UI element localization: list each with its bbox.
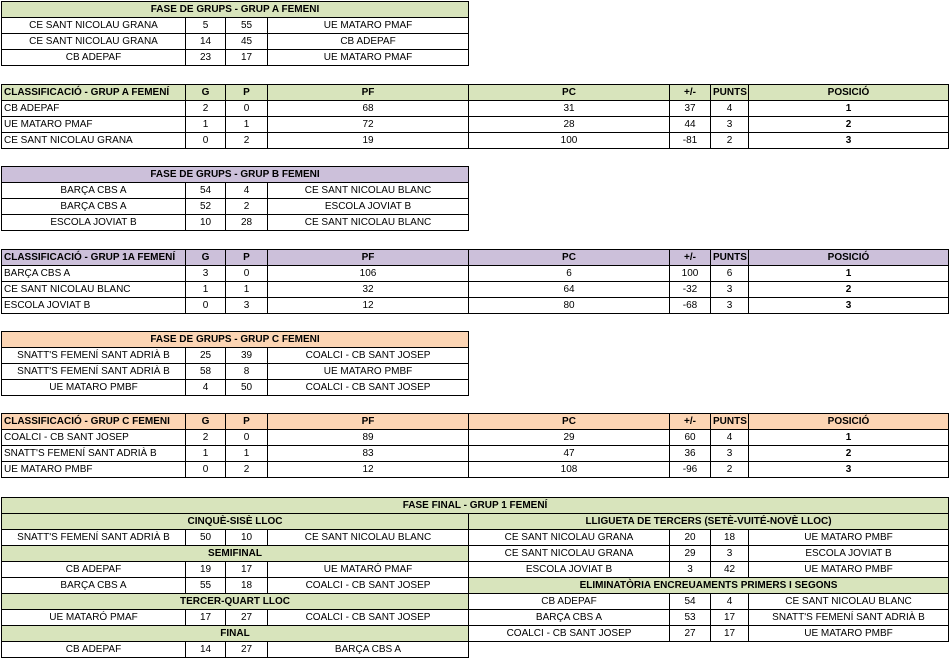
table-cell: 27 [670,626,711,642]
table-row [2,462,949,478]
table-cell: 54 [670,594,711,610]
table-cell: CB ADEPAF [2,562,186,578]
table-cell: 1 [749,101,949,117]
table-cell: 6 [711,266,749,282]
table-cell: 23 [186,50,226,66]
table-cell: -96 [670,462,711,478]
table-cell: ESCOLA JOVIAT B [2,215,186,231]
table-cell: 28 [469,117,670,133]
table-cell: 6 [469,266,670,282]
final-phase-title: FASE FINAL - GRUP 1 FEMENÍ [2,498,949,514]
table-cell: 17 [226,50,268,66]
table-cell: 28 [226,215,268,231]
group-b-title: FASE DE GRUPS - GRUP B FEMENI [2,167,469,183]
table-cell: -68 [670,298,711,314]
table-row [2,282,949,298]
table-cell: 2 [749,117,949,133]
table-cell: 3 [711,298,749,314]
group-c-matches-table [1,331,469,396]
table-cell: 27 [226,610,268,626]
table-cell: PF [268,250,469,266]
table-cell: 1 [226,446,268,462]
table-cell: BARÇA CBS A [2,183,186,199]
table-cell: 25 [186,348,226,364]
table-cell: 4 [186,380,226,396]
table-cell: 36 [670,446,711,462]
table-row [2,594,949,610]
table-cell: 3 [749,462,949,478]
table-cell: 3 [749,298,949,314]
table-cell: 2 [749,446,949,462]
table-cell: UE MATARÓ PMAF [2,610,186,626]
table-cell: G [186,414,226,430]
table-cell: CE SANT NICOLAU BLANC [2,282,186,298]
table-cell: 1 [186,117,226,133]
classification-c-table [1,413,949,478]
table-cell: 14 [186,642,226,658]
table-cell: 39 [226,348,268,364]
table-cell: CE SANT NICOLAU BLANC [749,594,949,610]
table-row [2,215,469,231]
table-cell: 55 [186,578,226,594]
table-cell: 19 [268,133,469,149]
table-cell: SNATT'S FEMENÍ SANT ADRIÀ B [2,348,186,364]
table-cell: 68 [268,101,469,117]
table-cell: 3 [711,117,749,133]
table-cell: P [226,250,268,266]
table-cell: 64 [469,282,670,298]
table-cell: UE MATARÓ PMAF [268,562,469,578]
table-cell: 32 [268,282,469,298]
table-cell: 3 [711,546,749,562]
table-cell: 31 [469,101,670,117]
table-row [2,380,469,396]
table-cell: 3 [670,562,711,578]
table-row [2,101,949,117]
lligueta-title: LLIGUETA DE TERCERS (SETÈ-VUITÉ-NOVÈ LLOC) [469,514,949,530]
table-cell: 1 [226,282,268,298]
table-cell: 54 [186,183,226,199]
table-cell: 4 [711,430,749,446]
table-cell: 2 [711,462,749,478]
table-cell: PUNTS [711,250,749,266]
table-cell: 1 [749,266,949,282]
table-cell: SNATT'S FEMENÍ SANT ADRIÀ B [2,530,186,546]
table-row [2,562,949,578]
table-cell: 20 [670,530,711,546]
table-cell: 12 [268,298,469,314]
table-cell: 14 [186,34,226,50]
table-cell: CE SANT NICOLAU GRANA [2,34,186,50]
table-cell: 42 [711,562,749,578]
table-cell: 27 [226,642,268,658]
table-cell: 4 [711,594,749,610]
table-cell: UE MATARO PMBF [2,462,186,478]
table-cell: 1 [186,282,226,298]
table-cell: POSICIÓ [749,85,949,101]
table-cell: 17 [226,562,268,578]
table-row [2,626,949,642]
table-cell: PUNTS [711,414,749,430]
table-row [2,298,949,314]
table-row [2,117,949,133]
table-cell: CB ADEPAF [268,34,469,50]
table-cell: 3 [186,266,226,282]
table-cell: CB ADEPAF [2,50,186,66]
table-row [2,50,469,66]
table-cell: BARÇA CBS A [469,610,670,626]
table-cell: 2 [749,282,949,298]
table-cell: UE MATARO PMAF [268,18,469,34]
table-cell: +/- [670,250,711,266]
table-cell: CB ADEPAF [469,594,670,610]
group-c-title: FASE DE GRUPS - GRUP C FEMENI [2,332,469,348]
table-row [2,530,949,546]
table-cell: PUNTS [711,85,749,101]
table-cell: SNATT'S FEMENÍ SANT ADRIÀ B [2,364,186,380]
table-cell: CB ADEPAF [2,642,186,658]
table-cell: COALCI - CB SANT JOSEP [469,626,670,642]
table-cell: SNATT'S FEMENÍ SANT ADRIÀ B [749,610,949,626]
table-cell: CE SANT NICOLAU BLANC [268,183,469,199]
table-cell: UE MATARO PMAF [268,50,469,66]
table-cell: COALCI - CB SANT JOSEP [268,380,469,396]
table-cell: 2 [711,133,749,149]
table-cell: 53 [670,610,711,626]
table-cell: BARÇA CBS A [2,578,186,594]
classification-b-table [1,249,949,314]
table-cell: POSICIÓ [749,414,949,430]
table-cell: ESCOLA JOVIAT B [469,562,670,578]
table-row [2,642,949,658]
table-row [2,199,469,215]
table-cell: 55 [226,18,268,34]
table-cell: 10 [186,215,226,231]
table-cell: 45 [226,34,268,50]
table-cell: POSICIÓ [749,250,949,266]
table-row [2,348,469,364]
table-cell: PC [469,85,670,101]
tercer-title: TERCER-QUART LLOC [2,594,469,610]
table-cell: 52 [186,199,226,215]
group-a-matches-table [1,1,469,66]
table-cell: 18 [226,578,268,594]
table-cell: 72 [268,117,469,133]
table-cell: PC [469,250,670,266]
table-cell: CLASSIFICACIÓ - GRUP C FEMENI [2,414,186,430]
table-cell: 0 [186,298,226,314]
table-cell: P [226,414,268,430]
table-cell: G [186,250,226,266]
table-cell: CE SANT NICOLAU GRANA [469,546,670,562]
table-cell: 44 [670,117,711,133]
table-row [2,578,949,594]
table-cell: P [226,85,268,101]
table-cell: 106 [268,266,469,282]
table-cell: -32 [670,282,711,298]
table-cell: 89 [268,430,469,446]
table-cell: BARÇA CBS A [268,642,469,658]
table-cell: +/- [670,414,711,430]
table-cell: PF [268,414,469,430]
table-cell: SNATT'S FEMENÍ SANT ADRIÀ B [2,446,186,462]
table-cell: 10 [226,530,268,546]
table-cell: CLASSIFICACIÓ - GRUP A FEMENÍ [2,85,186,101]
table-cell: 8 [226,364,268,380]
table-cell: 1 [226,117,268,133]
table-row [2,18,469,34]
table-cell: 18 [711,530,749,546]
table-cell: 4 [711,101,749,117]
table-cell: COALCI - CB SANT JOSEP [2,430,186,446]
final-match-title: FINAL [2,626,469,642]
table-cell: 1 [186,446,226,462]
table-cell: UE MATARO PMBF [749,562,949,578]
table-cell: -81 [670,133,711,149]
table-cell: 4 [226,183,268,199]
cinque-title: CINQUÈ-SISÈ LLOC [2,514,469,530]
table-cell: CE SANT NICOLAU GRANA [469,530,670,546]
table-cell: 1 [749,430,949,446]
elim-title: ELIMINATÒRIA ENCREUAMENTS PRIMERS I SEGONS [469,578,949,594]
table-cell: ESCOLA JOVIAT B [2,298,186,314]
table-cell: CE SANT NICOLAU GRANA [2,18,186,34]
table-row [2,446,949,462]
table-row [2,266,949,282]
table-cell: 50 [186,530,226,546]
table-cell: UE MATARO PMAF [2,117,186,133]
table-cell: 17 [186,610,226,626]
table-cell: ESCOLA JOVIAT B [268,199,469,215]
table-cell: 0 [186,462,226,478]
table-cell: CLASSIFICACIÓ - GRUP 1A FEMENÍ [2,250,186,266]
table-row [2,183,469,199]
table-cell: COALCI - CB SANT JOSEP [268,348,469,364]
table-cell: UE MATARO PMBF [749,530,949,546]
table-cell: PC [469,414,670,430]
table-cell: 17 [711,610,749,626]
table-cell: 3 [749,133,949,149]
table-cell: 29 [670,546,711,562]
table-cell: 29 [469,430,670,446]
semifinal-title: SEMIFINAL [2,546,469,562]
table-cell: CE SANT NICOLAU BLANC [268,530,469,546]
table-cell: COALCI - CB SANT JOSEP [268,610,469,626]
final-phase-table [1,497,949,658]
table-cell: 3 [226,298,268,314]
table-cell: 2 [226,133,268,149]
table-cell: G [186,85,226,101]
table-cell: 2 [186,430,226,446]
group-b-matches-table [1,166,469,231]
table-cell: 0 [226,266,268,282]
table-cell: UE MATARO PMBF [268,364,469,380]
table-cell: ESCOLA JOVIAT B [749,546,949,562]
table-cell: 17 [711,626,749,642]
table-cell: 2 [226,462,268,478]
table-cell: UE MATARO PMBF [2,380,186,396]
table-cell: 3 [711,282,749,298]
table-cell: 12 [268,462,469,478]
table-cell: 0 [226,430,268,446]
table-cell: BARÇA CBS A [2,266,186,282]
table-cell: CE SANT NICOLAU BLANC [268,215,469,231]
table-cell: 108 [469,462,670,478]
table-cell: 50 [226,380,268,396]
table-cell: CB ADEPAF [2,101,186,117]
table-cell: 100 [670,266,711,282]
table-row [2,610,949,626]
group-a-title: FASE DE GRUPS - GRUP A FEMENI [2,2,469,18]
table-cell: CE SANT NICOLAU GRANA [2,133,186,149]
table-cell: 37 [670,101,711,117]
table-cell: 2 [226,199,268,215]
table-cell: 3 [711,446,749,462]
table-cell: PF [268,85,469,101]
table-cell: 83 [268,446,469,462]
table-row [2,430,949,446]
table-cell: 58 [186,364,226,380]
table-row [2,133,949,149]
table-cell: 100 [469,133,670,149]
table-cell: 0 [226,101,268,117]
table-cell: 5 [186,18,226,34]
table-cell: COALCI - CB SANT JOSEP [268,578,469,594]
table-cell: UE MATARO PMBF [749,626,949,642]
table-row [2,364,469,380]
table-cell: 80 [469,298,670,314]
table-row [2,546,949,562]
table-cell: BARÇA CBS A [2,199,186,215]
classification-a-table [1,84,949,149]
table-cell: +/- [670,85,711,101]
table-cell: 47 [469,446,670,462]
table-cell: 0 [186,133,226,149]
table-cell: 2 [186,101,226,117]
table-cell: 19 [186,562,226,578]
table-row [2,34,469,50]
table-cell: 60 [670,430,711,446]
